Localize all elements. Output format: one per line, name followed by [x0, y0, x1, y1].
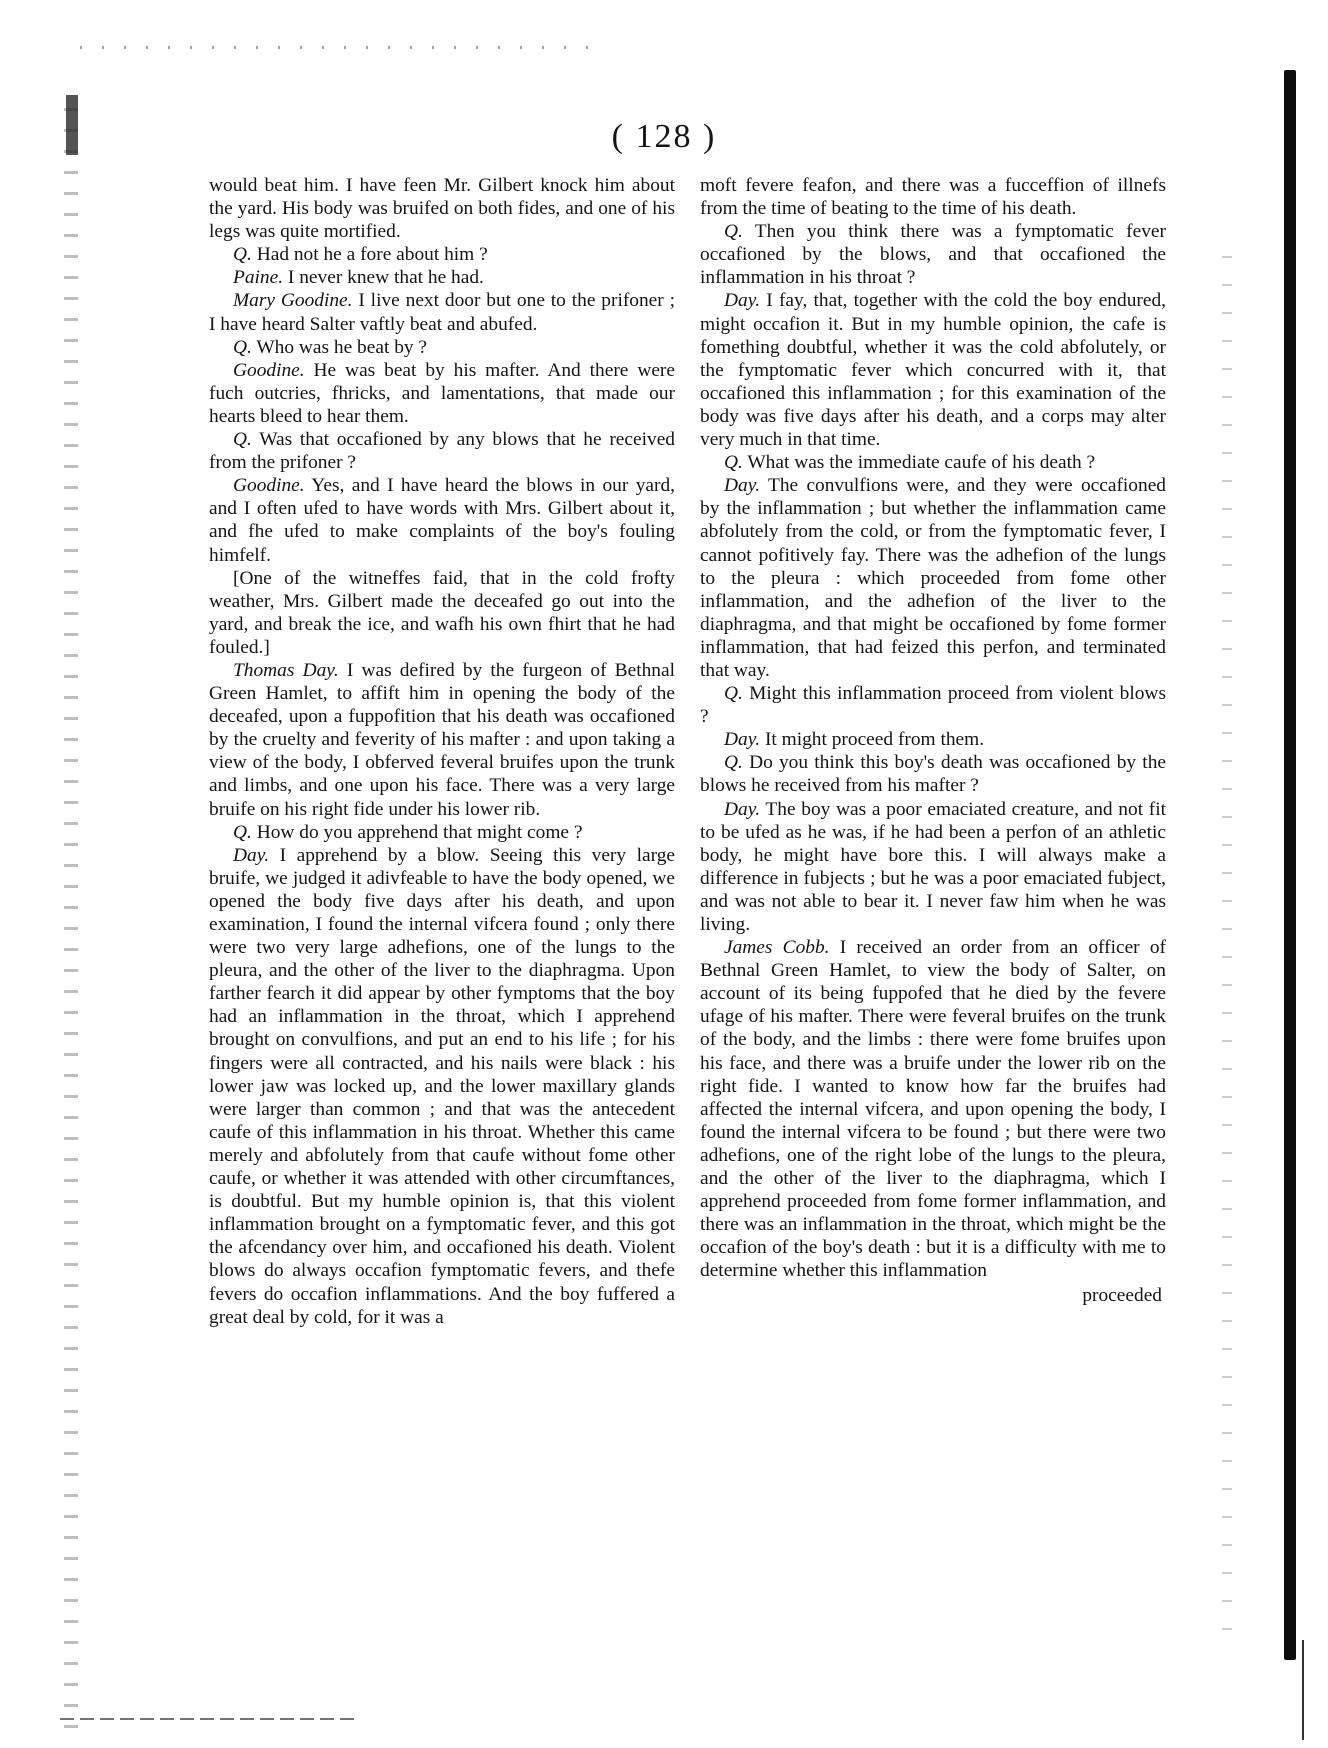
speaker-name: Q. [724, 221, 743, 243]
paragraph: moft fevere feafon, and there was a fucceffion of illnefs from the time of beating to the time of his death. [700, 175, 1166, 220]
paragraph: Mary Goodine. I live next door but one to the prifoner ; I have heard Salter vaftly beat and abufed. [209, 290, 675, 335]
left-margin-specks [64, 90, 78, 1730]
speaker-name: Q. [233, 429, 252, 451]
binding-edge [1284, 70, 1296, 1660]
paragraph: Goodine. He was beat by his mafter. And there were fuch outcries, fhricks, and lamentations, that made our hearts bleed to hear them. [209, 359, 675, 427]
bottom-dashes [60, 1718, 360, 1720]
speaker-name: Day. [724, 798, 761, 820]
paragraph: Day. I fay, that, together with the cold the boy endured, might occafion it. But in my humble opinion, the cafe is fomething doubtful, whether it was the cold abfolutely, or the fymptomatic fever which concurred with it, that occafioned this inflammation ; for this examination of the body was five days after his death, and a corps may alter very much in that time. [700, 290, 1166, 451]
speaker-name: Goodine. [233, 475, 305, 497]
page-number: ( 128 ) [611, 118, 717, 155]
left-column [209, 174, 675, 1329]
paragraph: Q. Who was he beat by ? [233, 336, 428, 358]
speaker-name: Q. [724, 452, 743, 474]
speaker-name: Day. [233, 844, 270, 866]
speaker-name: Q. [724, 752, 743, 774]
right-column [700, 174, 1166, 1307]
speaker-name: Paine. [233, 267, 284, 289]
paragraph: Q. Was that occafioned by any blows that he received from the prifoner ? [209, 429, 675, 474]
speaker-name: Thomas Day. [233, 659, 339, 681]
paragraph: would beat him. I have feen Mr. Gilbert knock him about the yard. His body was bruifed on both fides, and one of his legs was quite mortified. [209, 175, 675, 243]
right-margin-specks [1222, 230, 1232, 1630]
binding-edge-thin [1302, 1640, 1304, 1740]
paragraph: Goodine. Yes, and I have heard the blows in our yard, and I often ufed to have words with Mrs. Gilbert about it, and fhe ufed to make complaints of the boy's fouling himfelf. [209, 475, 675, 566]
paragraph: Q. Do you think this boy's death was occafioned by the blows he received from his mafter ? [700, 752, 1166, 797]
paragraph: Q. What was the immediate caufe of his death ? [724, 452, 1096, 474]
paragraph: Q. Had not he a fore about him ? [233, 244, 488, 266]
paragraph: [One of the witneffes faid, that in the cold frofty weather, Mrs. Gilbert made the deceafed go out into the yard, and break the ice, and wafh his own fhirt that he had fouled.] [209, 567, 675, 658]
catchword: proceeded [1082, 1284, 1162, 1306]
paragraph: Day. I apprehend by a blow. Seeing this very large bruife, we judged it adivfeable to have the body opened, we opened the body five days after his death, and upon examination, I found the internal vifcera found ; only there were two very large adhefions, one of the lungs to the pleura, and the other of the liver to the diaphragma. Upon farther fearch it did appear by other fymptoms that the boy had an inflammation in the throat, which I apprehend brought on convulfions, and put an end to his life ; for his fingers were all contracted, and his nails were black : his lower jaw was locked up, and the lower maxillary glands were larger than common ; and that was the antecedent caufe of this inflammation in his throat. Whether this came merely and abfolutely from that caufe without fome other caufe, or whether it was attended with other circumftances, is doubtful. But my humble opinion is, that this violent inflammation brought on a fymptomatic fever, and this got the afcendancy over him, and occafioned his death. Violent blows do always occafion fymptomatic fevers, and thefe fevers do occafion inflammations. And the boy fuffered a great deal by cold, for it was a [209, 844, 675, 1328]
speaker-name: James Cobb. [724, 937, 830, 959]
speaker-name: Day. [724, 290, 761, 312]
paragraph: Paine. I never knew that he had. [233, 267, 484, 289]
top-dots [80, 46, 600, 49]
speaker-name: Day. [724, 729, 761, 751]
paragraph: Q. How do you apprehend that might come ? [233, 821, 583, 843]
speaker-name: Mary Goodine. [233, 290, 353, 312]
speaker-name: Q. [233, 244, 252, 266]
paragraph: Day. It might proceed from them. [724, 729, 985, 751]
paragraph: Thomas Day. I was defired by the furgeon of Bethnal Green Hamlet, to affift him in opening the body of the deceafed, upon a fuppofition that his death was occafioned by the cruelty and feverity of his mafter : and upon taking a view of the body, I obferved feveral bruifes upon the trunk and limbs, and one upon his face. There was a very large bruife on his right fide under his lower rib. [209, 659, 675, 820]
speaker-name: Q. [233, 336, 252, 358]
paragraph: Day. The boy was a poor emaciated creature, and not fit to be ufed as he was, if he had been a perfon of an athletic body, he might have bore this. I will always make a difference in fubjects ; but he was a poor emaciated fubject, and was not able to bear it. I never faw him when he was living. [700, 798, 1166, 935]
paragraph: Q. Might this inflammation proceed from violent blows ? [700, 683, 1166, 728]
speaker-name: Q. [724, 683, 743, 705]
speaker-name: Goodine. [233, 359, 305, 381]
paragraph: James Cobb. I received an order from an officer of Bethnal Green Hamlet, to view the body of Salter, on account of its being fuppofed that he died by the fevere ufage of his mafter. There were feveral bruifes on the trunk of the body, and the limbs : there were fome bruifes upon his face, and there was a bruife under the lower rib on the right fide. I wanted to know how far the bruifes had affected the internal vifcera, and upon opening the body, I found the internal vifcera to be found ; but there were two adhefions, one of the right lobe of the lungs to the pleura, and the other of the liver to the diaphragma, which I apprehend proceeded from fome former inflammation, and there was an inflammation in the throat, which might be the occafion of the boy's death : but it is a difficulty with me to determine whether this inflammation [700, 937, 1166, 1282]
paragraph: Q. Then you think there was a fymptomatic fever occafioned by the blows, and that occafioned the inflammation in his throat ? [700, 221, 1166, 289]
paragraph: Day. The convulfions were, and they were occafioned by the inflammation ; but whether the inflammation came abfolutely from the cold, or from the fymptomatic fever, I cannot pofitively fay. There was the adhefion of the lungs to the pleura : which proceeded from fome other inflammation, and the adhefion of the liver to the diaphragma, and that might be occafioned by fome former inflammation, that had feized this perfon, and terminated that way. [700, 475, 1166, 681]
speaker-name: Day. [724, 475, 761, 497]
speaker-name: Q. [233, 821, 252, 843]
